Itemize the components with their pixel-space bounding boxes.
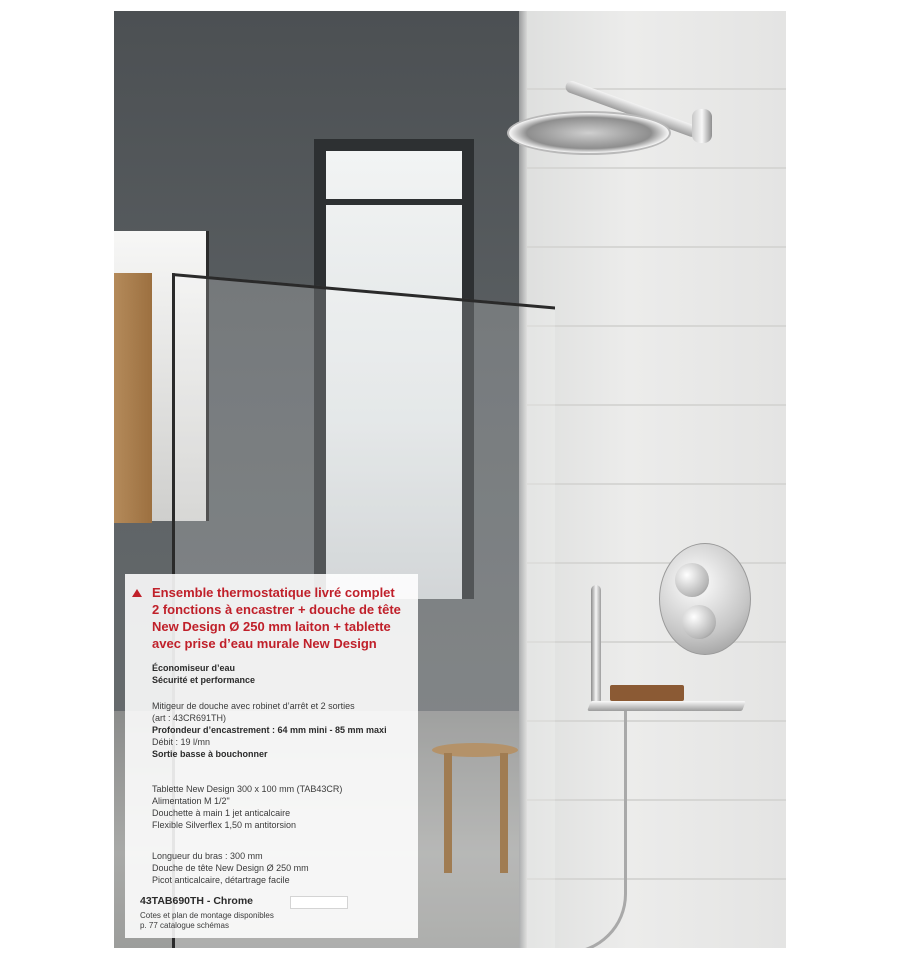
head-specs — [152, 850, 309, 886]
spec-line: Douchette à main 1 jet anticalcaire — [152, 808, 291, 818]
spec-line: Alimentation M 1/2" — [152, 796, 230, 806]
title-line: 2 fonctions à encastrer + douche de tête — [152, 602, 401, 617]
shower-head — [507, 111, 671, 155]
footnote-line: p. 77 catalogue schémas — [140, 921, 229, 930]
spec-line: Profondeur d’encastrement : 64 mm mini - 85 mm maxi — [152, 725, 387, 735]
wood-cabinet — [114, 273, 152, 523]
title-line: Ensemble thermostatique livré complet — [152, 585, 395, 600]
spec-line: Tablette New Design 300 x 100 mm (TAB43CR) — [152, 784, 343, 794]
stool-leg — [444, 753, 452, 873]
shelf-specs — [152, 783, 342, 831]
spec-line: Longueur du bras : 300 mm — [152, 851, 263, 861]
window-bar — [326, 199, 462, 205]
features-list — [152, 662, 255, 686]
title-line: avec prise d’eau murale New Design — [152, 636, 377, 651]
product-reference: 43TAB690TH - Chrome — [140, 895, 253, 907]
price-box — [290, 896, 348, 909]
triangle-icon — [132, 589, 142, 597]
spec-line: Picot anticalcaire, détartrage facile — [152, 875, 290, 885]
spec-line: Sortie basse à bouchonner — [152, 749, 268, 759]
wall-flange — [692, 109, 712, 143]
shower-hose — [554, 711, 627, 948]
feature: Économiseur d’eau — [152, 663, 236, 673]
stool-leg — [500, 753, 508, 873]
title-line: New Design Ø 250 mm laiton + tablette — [152, 619, 391, 634]
spec-line: Flexible Silverflex 1,50 m antitorsion — [152, 820, 297, 830]
footnote-line: Cotes et plan de montage disponibles — [140, 911, 274, 920]
spec-line: Douche de tête New Design Ø 250 mm — [152, 863, 309, 873]
spec-line: (art : 43CR691TH) — [152, 713, 227, 723]
shelf — [587, 701, 746, 711]
footnote — [140, 911, 274, 931]
thermostatic-mixer — [659, 543, 751, 655]
mixer-knob-bottom — [682, 605, 716, 639]
spec-line: Mitigeur de douche avec robinet d’arrêt et 2 sorties — [152, 701, 355, 711]
feature: Sécurité et performance — [152, 675, 256, 685]
product-title — [132, 584, 432, 652]
hand-shower — [591, 585, 601, 705]
mixer-knob-top — [675, 563, 709, 597]
wooden-tray — [610, 685, 684, 701]
spec-line: Débit : 19 l/mn — [152, 737, 211, 747]
mixer-specs — [152, 700, 387, 760]
